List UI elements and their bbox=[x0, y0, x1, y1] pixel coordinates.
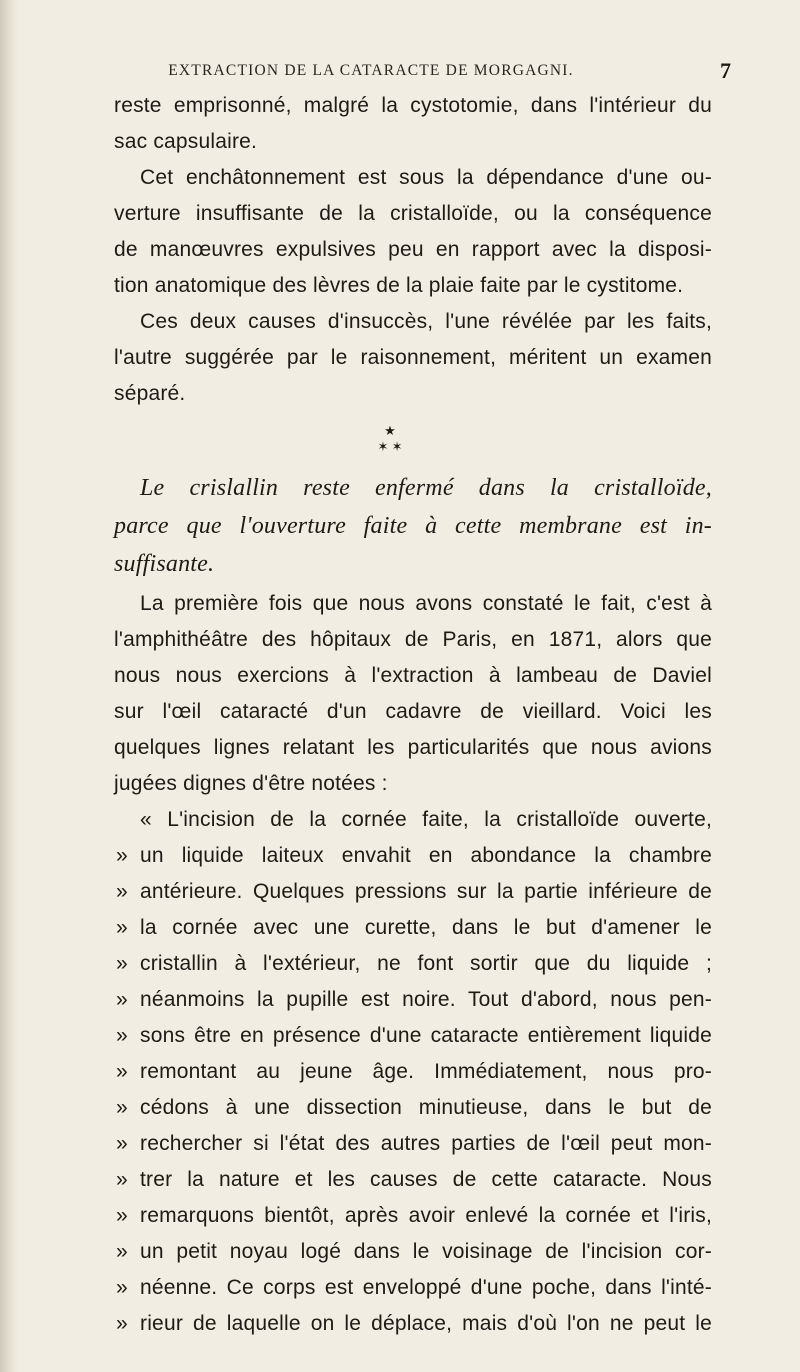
text-line: l'amphithéâtre des hôpitaux de Paris, en 1871, alors que bbox=[114, 628, 712, 651]
quote-mark: » bbox=[116, 1060, 128, 1083]
section-heading-line: suffisante. bbox=[114, 551, 215, 577]
quote-line: trer la nature et les causes de cette cataracte. Nous bbox=[140, 1168, 712, 1191]
quote-mark: » bbox=[116, 1276, 128, 1299]
quote-mark: » bbox=[116, 952, 128, 975]
text-line: jugées dignes d'être notées : bbox=[114, 772, 388, 795]
running-header: EXTRACTION DE LA CATARACTE DE MORGAGNI. bbox=[168, 62, 574, 79]
text-line: La première fois que nous avons constaté le fait, c'est à bbox=[140, 592, 712, 615]
quote-mark: » bbox=[116, 844, 128, 867]
quote-mark: » bbox=[116, 1240, 128, 1263]
separator-stars-bottom: ✶ ✶ bbox=[377, 439, 403, 454]
text-line: nous nous exercions à l'extraction à lambeau de Daviel bbox=[114, 664, 712, 687]
separator-star-top: ★ bbox=[384, 423, 396, 438]
page-number: 7 bbox=[720, 58, 731, 83]
section-heading-line: Le crislallin reste enfermé dans la cristalloïde, bbox=[140, 475, 712, 501]
quote-line: cédons à une dissection minutieuse, dans le but de bbox=[140, 1096, 712, 1119]
quote-line: sons être en présence d'une cataracte entièrement liquide bbox=[140, 1024, 712, 1047]
text-line: tion anatomique des lèvres de la plaie faite par le cystitome. bbox=[114, 274, 684, 297]
quote-line: « L'incision de la cornée faite, la cristalloïde ouverte, bbox=[140, 808, 712, 831]
quote-mark: » bbox=[116, 1024, 128, 1047]
text-line: verture insuffisante de la cristalloïde, ou la conséquence bbox=[114, 202, 712, 225]
quote-mark: » bbox=[116, 1096, 128, 1119]
quote-mark: » bbox=[116, 916, 128, 939]
quote-line: cristallin à l'extérieur, ne font sortir que du liquide ; bbox=[140, 952, 712, 975]
quote-line: néenne. Ce corps est enveloppé d'une poche, dans l'inté- bbox=[140, 1276, 712, 1299]
quote-line: antérieure. Quelques pressions sur la partie inférieure de bbox=[140, 880, 712, 903]
quote-mark: » bbox=[116, 880, 128, 903]
quote-line: rieur de laquelle on le déplace, mais d'où l'on ne peut le bbox=[140, 1312, 712, 1335]
quote-mark: » bbox=[116, 1204, 128, 1227]
quote-mark: » bbox=[116, 1312, 128, 1335]
text-line: sur l'œil cataracté d'un cadavre de vieillard. Voici les bbox=[114, 700, 712, 723]
text-line: de manœuvres expulsives peu en rapport avec la disposi- bbox=[114, 238, 712, 261]
quote-mark: » bbox=[116, 988, 128, 1011]
text-line: Cet enchâtonnement est sous la dépendance d'une ou- bbox=[140, 166, 712, 189]
section-heading-line: parce que l'ouverture faite à cette membrane est in- bbox=[114, 513, 712, 539]
quote-line: rechercher si l'état des autres parties de l'œil peut mon- bbox=[140, 1132, 712, 1155]
text-line: l'autre suggérée par le raisonnement, méritent un examen bbox=[114, 346, 712, 369]
text-line: reste emprisonné, malgré la cystotomie, dans l'intérieur du bbox=[114, 94, 712, 117]
text-line: séparé. bbox=[114, 382, 186, 405]
quote-line: remontant au jeune âge. Immédiatement, nous pro- bbox=[140, 1060, 712, 1083]
quote-line: néanmoins la pupille est noire. Tout d'abord, nous pen- bbox=[140, 988, 712, 1011]
quote-mark: » bbox=[116, 1132, 128, 1155]
text-line: Ces deux causes d'insuccès, l'une révélée par les faits, bbox=[140, 310, 712, 333]
text-line: quelques lignes relatant les particularités que nous avions bbox=[114, 736, 712, 759]
quote-line: remarquons bientôt, après avoir enlevé la cornée et l'iris, bbox=[140, 1204, 712, 1227]
text-line: sac capsulaire. bbox=[114, 130, 258, 153]
quote-line: un liquide laiteux envahit en abondance la chambre bbox=[140, 844, 712, 867]
quote-line: la cornée avec une curette, dans le but d'amener le bbox=[140, 916, 712, 939]
quote-mark: » bbox=[116, 1168, 128, 1191]
quote-line: un petit noyau logé dans le voisinage de l'incision cor- bbox=[140, 1240, 712, 1263]
